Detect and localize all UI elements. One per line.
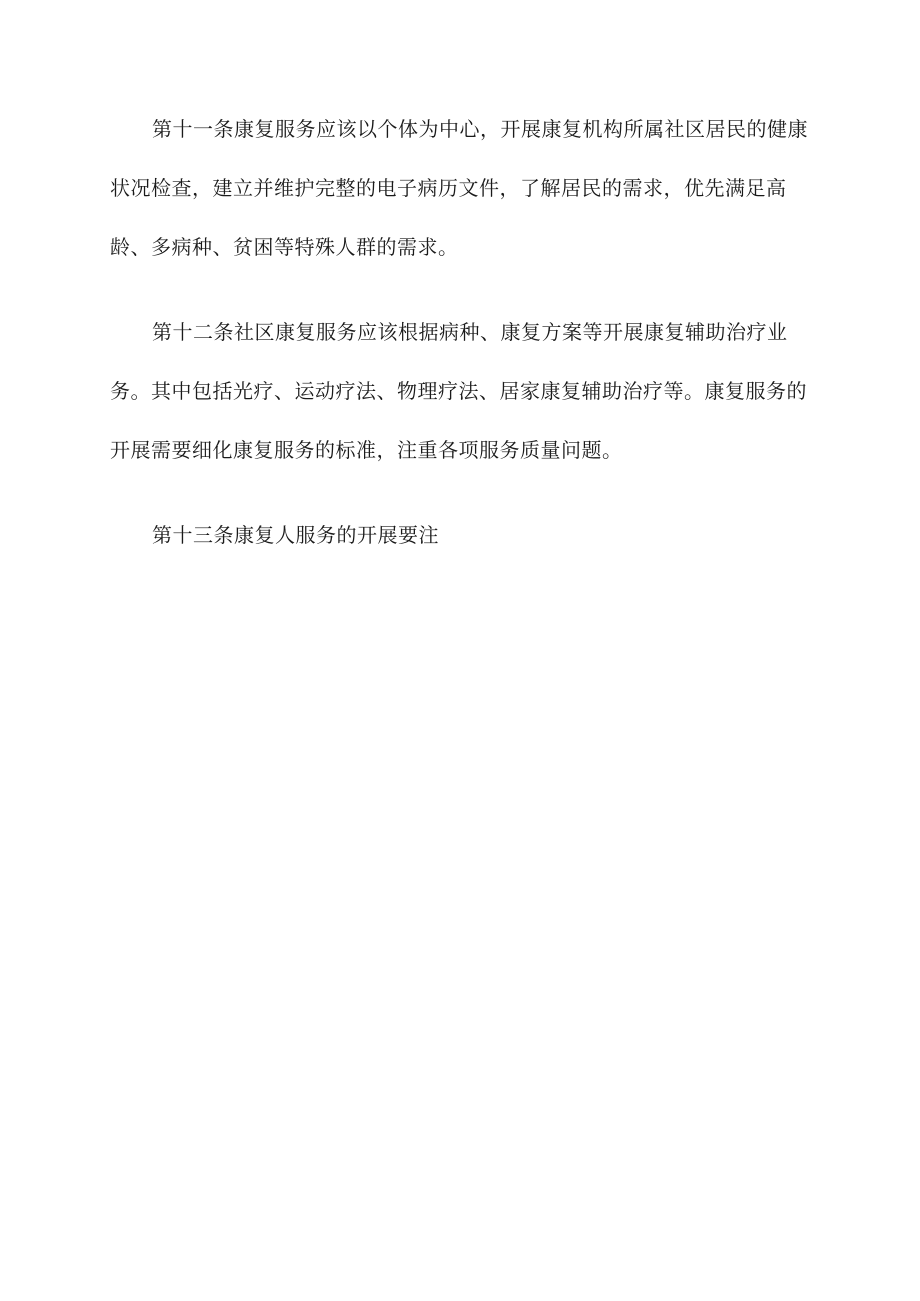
paragraph-article-12 bbox=[110, 318, 807, 464]
paragraph-line: 开展需要细化康复服务的标准，注重各项服务质量问题。 bbox=[110, 438, 623, 462]
paragraph-line: 状况检查，建立并维护完整的电子病历文件，了解居民的需求，优先满足高 bbox=[110, 176, 787, 200]
paragraph-line: 第十二条社区康复服务应该根据病种、康复方案等开展康复辅助治疗业 bbox=[152, 320, 788, 344]
paragraph-line: 第十三条康复人服务的开展要注 bbox=[152, 523, 439, 547]
paragraph-article-11 bbox=[110, 115, 808, 261]
paragraph-line: 务。其中包括光疗、运动疗法、物理疗法、居家康复辅助治疗等。康复服务的 bbox=[110, 379, 807, 403]
paragraph-line: 龄、多病种、贫困等特殊人群的需求。 bbox=[110, 235, 459, 259]
paragraph-line: 第十一条康复服务应该以个体为中心，开展康复机构所属社区居民的健康 bbox=[152, 117, 808, 141]
paragraph-article-13 bbox=[110, 521, 439, 549]
